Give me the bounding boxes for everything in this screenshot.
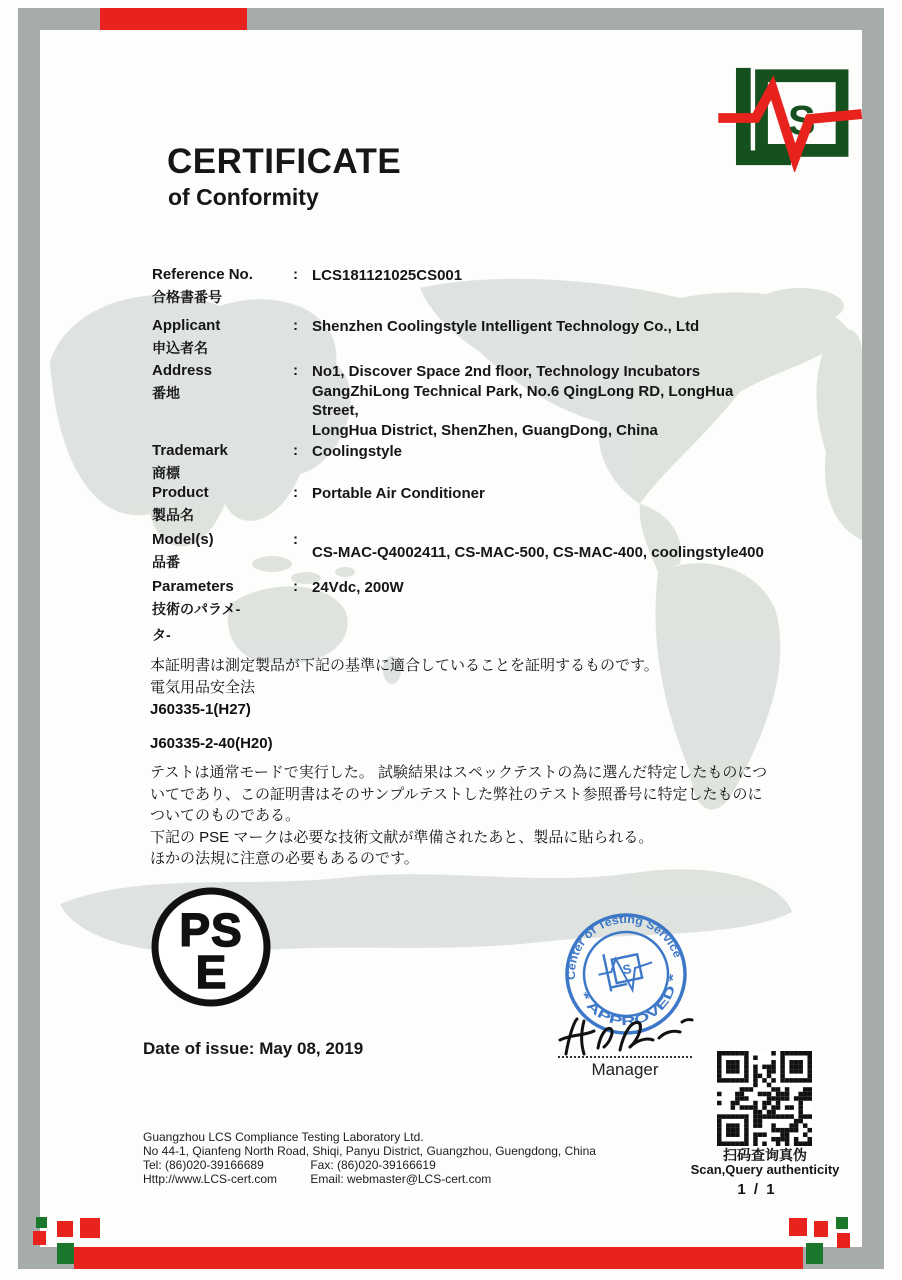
address-line: GangZhiLong Technical Park, No.6 QingLong RD, LongHua Street, — [312, 382, 734, 419]
stamp-arc-top-text: Center of Testing Service — [565, 913, 683, 980]
field-label: Product — [152, 484, 209, 501]
field-colon: : — [293, 362, 298, 379]
notes-line: ついてのものである。 — [150, 807, 301, 824]
field-label: Reference No. — [152, 266, 253, 283]
qr-caption-zh: 扫码查询真伪 — [723, 1147, 807, 1163]
stamp-arc-bottom-text: * APPROVED * — [576, 976, 680, 1029]
field-label-jp: 品番 — [152, 554, 180, 570]
svg-text:S: S — [621, 960, 633, 978]
field-value: CS-MAC-Q4002411, CS-MAC-500, CS-MAC-400, coolingstyle400 — [312, 544, 764, 561]
field-value: Portable Air Conditioner — [312, 485, 485, 502]
field-label: Address — [152, 362, 213, 379]
top-border-red-segment — [100, 8, 247, 30]
field-colon: : — [293, 442, 298, 459]
bottom-border-red-bar — [74, 1247, 803, 1269]
date-of-issue: Date of issue: May 08, 2019 — [143, 1039, 364, 1058]
page-indicator: 1 / 1 — [737, 1181, 777, 1198]
field-label: Model(s) — [152, 531, 214, 548]
logo-letter-s: S — [788, 97, 816, 144]
field-colon: : — [293, 531, 298, 548]
notes-line: 下記の PSE マークは必要な技術文献が準備されたあと、製品に貼られる。 — [150, 828, 654, 846]
standard-code: J60335-1(H27) — [150, 701, 251, 718]
field-value: LCS181121025CS001 — [312, 267, 463, 284]
notes-line: テストは通常モードで実行した。 試験結果はスペックテストの為に選んだ特定したものにつ — [150, 764, 768, 781]
notes-line: ほかの法規に注意の必要もあるのです。 — [150, 850, 419, 867]
pse-mark — [148, 884, 274, 1010]
address-line: LongHua District, ShenZhen, GuangDong, China — [312, 421, 658, 439]
ornament-square — [789, 1218, 807, 1236]
field-label-jp: 技術のパラメ- — [152, 601, 241, 617]
signature-line — [558, 1042, 692, 1058]
field-colon: : — [293, 578, 298, 595]
standard-code: J60335-2-40(H20) — [150, 735, 273, 752]
field-colon: : — [293, 484, 298, 501]
certificate-subtitle: of Conformity — [168, 184, 319, 210]
ornament-square — [57, 1243, 74, 1264]
footer-email: Email: webmaster@LCS-cert.com — [310, 1172, 492, 1186]
field-value: Shenzhen Coolingstyle Intelligent Technology Co., Ltd — [312, 318, 700, 335]
ornament-square — [33, 1231, 46, 1245]
field-label-jp: 商標 — [152, 465, 180, 481]
qr-code — [717, 1051, 812, 1146]
footer-web: Http://www.LCS-cert.com — [143, 1172, 278, 1186]
field-label: Trademark — [152, 442, 228, 459]
footer-tel: Tel: (86)020-39166689 — [143, 1158, 264, 1172]
pse-bottom-letter: E — [195, 946, 227, 998]
footer-company: Guangzhou LCS Compliance Testing Laboratory Ltd. — [143, 1130, 424, 1144]
field-label: Applicant — [152, 317, 221, 334]
field-label: Parameters — [152, 578, 234, 595]
statement-line: 本証明書は測定製品が下記の基準に適合していることを証明するものです。 — [150, 657, 659, 674]
stamp-center-logo — [595, 945, 657, 997]
notes-line: いてであり、この証明書はそのサンプルテストした弊社のテスト参照番号に特定したものに — [150, 785, 763, 803]
field-label-jp2: タ- — [152, 627, 171, 643]
field-label-jp: 番地 — [152, 385, 180, 401]
ornament-square — [80, 1218, 100, 1238]
pse-top-letters: PS — [179, 904, 243, 956]
signer-role: Manager — [591, 1060, 659, 1079]
statement-line: 電気用品安全法 — [150, 679, 256, 696]
field-label-jp: 申込者名 — [152, 340, 208, 356]
ornament-square — [837, 1233, 850, 1248]
field-label-jp: 合格書番号 — [152, 289, 222, 305]
footer-fax: Fax: (86)020-39166619 — [310, 1158, 436, 1172]
ornament-square — [57, 1221, 73, 1237]
notes-block — [150, 762, 810, 870]
field-colon: : — [293, 317, 298, 334]
ornament-square — [814, 1221, 828, 1237]
certificate-title: CERTIFICATE — [167, 142, 402, 181]
ornament-square — [36, 1217, 47, 1228]
field-value: 24Vdc, 200W — [312, 579, 404, 596]
ornament-square — [836, 1217, 848, 1229]
lcs-logo — [716, 62, 864, 172]
field-label-jp: 製品名 — [152, 507, 194, 523]
field-colon: : — [293, 266, 298, 283]
qr-caption-en: Scan,Query authenticity — [690, 1162, 840, 1177]
field-value: Coolingstyle — [312, 443, 403, 460]
address-line: No1, Discover Space 2nd floor, Technology Incubators — [312, 363, 701, 380]
statement-block — [150, 655, 800, 755]
ornament-square — [806, 1243, 823, 1264]
footer-address: No 44-1, Qianfeng North Road, Shiqi, Panyu District, Guangzhou, Guengdong, China — [143, 1144, 596, 1158]
